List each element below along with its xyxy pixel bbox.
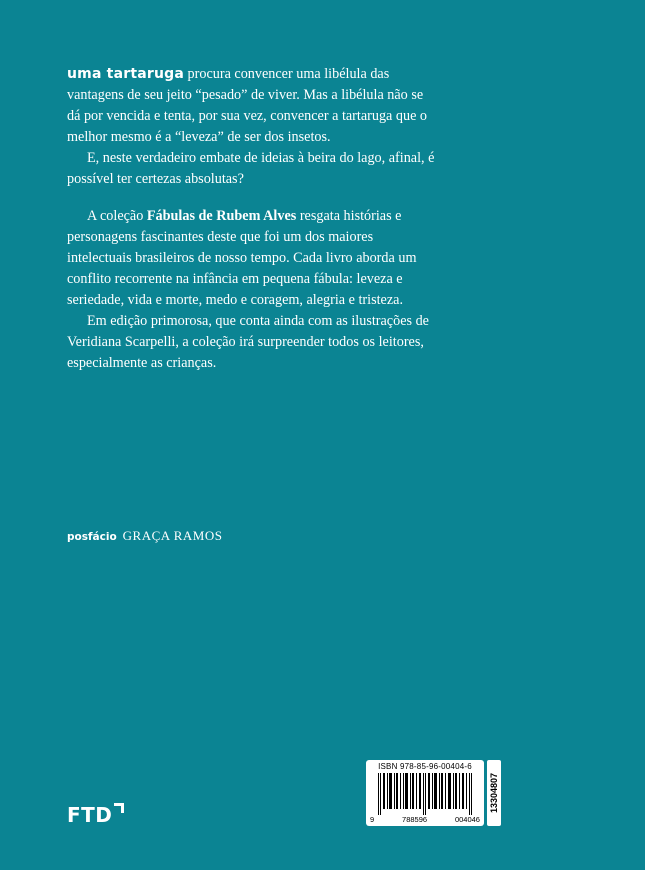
blurb-paragraph-3 (67, 206, 437, 311)
barcode-digits (370, 815, 480, 824)
barcode-digits-left: 788596 (402, 815, 428, 824)
blurb-paragraph-3-text: resgata histórias e personagens fascinantes deste que foi um dos maiores intelectuais brasileiros de nosso tempo. Cada livro aborda um conflito recorrente na infância em pequena fábula: leveza e seriedade, vida e morte, medo e coragem, alegria e tristeza. (67, 208, 417, 308)
product-code-tag (487, 760, 501, 826)
barcode (366, 760, 484, 826)
blurb-paragraph-4: Em edição primorosa, que conta ainda com as ilustrações de Veridiana Scarpelli, a coleção irá surpreender todos os leitores, especialmente as crianças. (67, 313, 429, 371)
blurb-paragraph-1 (67, 64, 437, 148)
blurb-paragraph-2: E, neste verdadeiro embate de ideias à beira do lago, afinal, é possível ter certezas absolutas? (67, 150, 435, 187)
collection-title: Fábulas de Rubem Alves (146, 208, 297, 224)
publisher-logo (67, 803, 124, 827)
back-cover-blurb (67, 64, 437, 374)
publisher-logo-text: FTD (67, 803, 113, 827)
barcode-bars-icon (376, 773, 476, 815)
barcode-digits-right: 004046 (454, 815, 480, 824)
afterword-credit (67, 528, 222, 544)
afterword-author: GRAÇA RAMOS (122, 528, 223, 543)
product-code: 13304807 (489, 772, 499, 814)
blurb-paragraph-3-pre: A coleção (87, 208, 144, 224)
logo-corner-mark-icon (114, 803, 124, 813)
barcode-digit-first: 9 (370, 815, 375, 824)
blurb-paragraph-1-text: procura convencer uma libélula das vantagens de seu jeito “pesado” de viver. Mas a libélula não se dá por vencida e tenta, por sua vez, convencer a tartaruga que o melhor mesmo é a “leveza” de ser dos insetos. (67, 66, 428, 145)
blurb-lead-phrase: uma tartaruga (67, 66, 184, 82)
isbn-label: ISBN 978-85-96-00404-6 (378, 762, 472, 771)
afterword-label: posfácio (67, 531, 117, 543)
